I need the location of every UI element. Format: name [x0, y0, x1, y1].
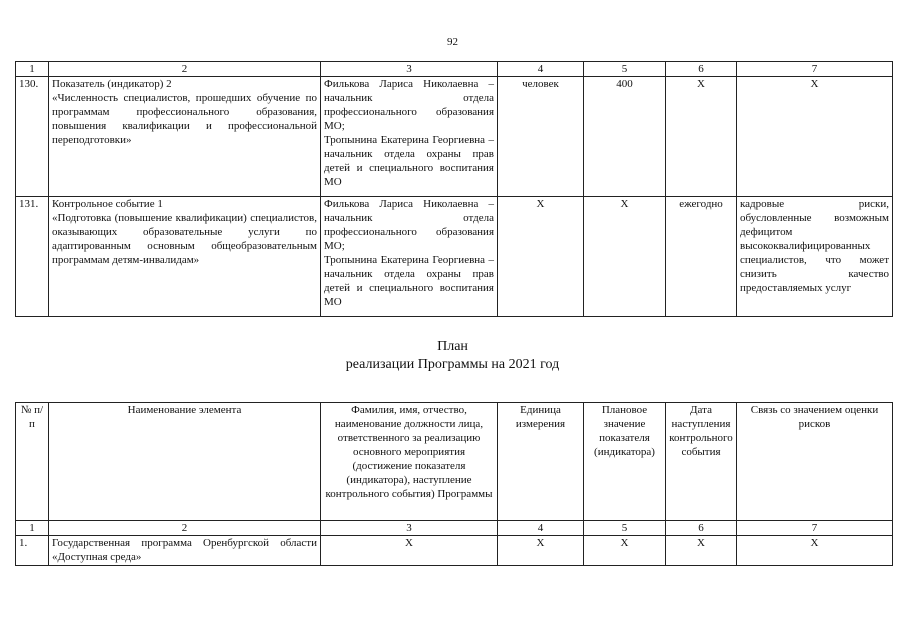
col-number: 3: [321, 521, 498, 536]
plan-title: План: [437, 339, 468, 354]
col-number: 7: [737, 62, 893, 77]
table-row: [16, 77, 893, 197]
col-number: 2: [49, 62, 321, 77]
col-number: 1: [16, 62, 49, 77]
col-number: 7: [737, 521, 893, 536]
col-number: 2: [49, 521, 321, 536]
element-description: «Подготовка (повышение квалификации) специалистов, оказывающих образовательные услуги по адаптированным основным общеобразовательным программам детям-инвалидам»: [52, 212, 317, 266]
col-number: 6: [666, 62, 737, 77]
col-number: 5: [584, 521, 666, 536]
element-name-cell: [49, 197, 321, 317]
responsible-person: Тропынина Екатерина Георгиевна – начальник отдела охраны прав детей и специального воспитания МО: [324, 134, 494, 188]
col-number: 4: [498, 62, 584, 77]
header-name: Наименование элемента: [49, 403, 321, 521]
header-num: № п/п: [16, 403, 49, 521]
indicators-table: [15, 61, 893, 317]
element-type: Контрольное событие 1: [52, 198, 163, 210]
responsible-cell: [321, 197, 498, 317]
date-cell: ежегодно: [666, 197, 737, 317]
plan-value-cell: X: [584, 197, 666, 317]
plan-table: [15, 402, 893, 566]
element-description: «Численность специалистов, прошедших обучение по программам профессионального образования, повышения квалификации и профессиональной переподготовки»: [52, 92, 317, 146]
header-plan-value: Плановое значение показателя (индикатора): [584, 403, 666, 521]
row-number: 131.: [16, 197, 49, 317]
page-number: 92: [447, 36, 458, 48]
element-name-cell: [49, 77, 321, 197]
risk-cell: кадровые риски, обусловленные возможным дефицитом высококвалифицированных специалистов, что может снизить качество предоставляемых услуг: [737, 197, 893, 317]
responsible-cell: [321, 77, 498, 197]
responsible-person: Тропынина Екатерина Георгиевна – начальник отдела охраны прав детей и специального воспитания МО: [324, 254, 494, 308]
col-number: 5: [584, 62, 666, 77]
column-number-row: [16, 62, 893, 77]
col-number: 4: [498, 521, 584, 536]
element-type: Показатель (индикатор) 2: [52, 78, 172, 90]
header-responsible: Фамилия, имя, отчество, наименование должности лица, ответственного за реализацию основного мероприятия (достижение показателя (индикатора), наступление контрольного события) Программы: [321, 403, 498, 521]
plan-value-cell: 400: [584, 77, 666, 197]
header-date: Дата наступления контрольного события: [666, 403, 737, 521]
table-row: [16, 536, 893, 566]
col-number: 1: [16, 521, 49, 536]
plan-value-cell: X: [584, 536, 666, 566]
date-cell: X: [666, 536, 737, 566]
responsible-person: Филькова Лариса Николаевна – начальник отдела профессионального образования МО;: [324, 78, 494, 132]
responsible-person: Филькова Лариса Николаевна – начальник отдела профессионального образования МО;: [324, 198, 494, 252]
element-name-cell: Государственная программа Оренбургской области «Доступная среда»: [49, 536, 321, 566]
table-row: [16, 197, 893, 317]
responsible-cell: X: [321, 536, 498, 566]
header-risk: Связь со значением оценки рисков: [737, 403, 893, 521]
plan-subtitle: реализации Программы на 2021 год: [345, 357, 560, 372]
unit-cell: X: [498, 197, 584, 317]
row-number: 1.: [16, 536, 49, 566]
unit-cell: человек: [498, 77, 584, 197]
row-number: 130.: [16, 77, 49, 197]
date-cell: X: [666, 77, 737, 197]
header-unit: Единица измерения: [498, 403, 584, 521]
header-row: [16, 403, 893, 521]
risk-cell: X: [737, 536, 893, 566]
col-number: 6: [666, 521, 737, 536]
risk-cell: X: [737, 77, 893, 197]
col-number: 3: [321, 62, 498, 77]
unit-cell: X: [498, 536, 584, 566]
column-number-row: [16, 521, 893, 536]
